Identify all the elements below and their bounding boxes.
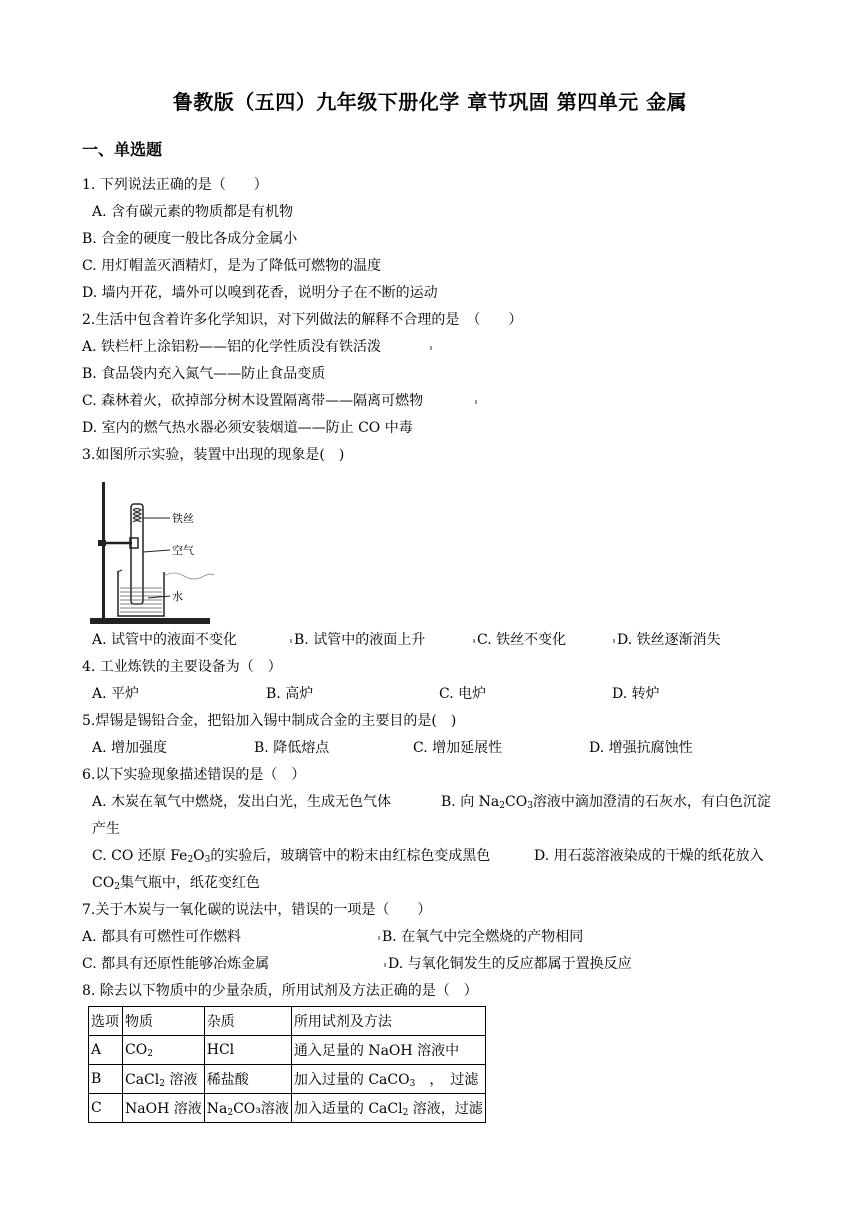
q1-option-d[interactable]: D. 墙内开花，墙外可以嗅到花香，说明分子在不断的运动 <box>82 285 438 301</box>
table-header-row <box>89 1007 486 1036</box>
table-cell-impurity: HCl <box>204 1036 291 1065</box>
q6-option-d-continued: $CO_2$集气瓶中，纸花变红色 <box>92 875 260 892</box>
q1-option-c[interactable]: C. 用灯帽盖灭酒精灯，是为了降低可燃物的温度 <box>82 258 382 274</box>
scan-curve <box>164 573 214 579</box>
experiment-apparatus-figure <box>88 478 218 628</box>
q7-option-a[interactable]: A. 都具有可燃性可作燃料 <box>82 929 242 945</box>
document-title: 鲁教版（五四）九年级下册化学 章节巩固 第四单元 金属 <box>172 90 688 114</box>
table-header-cell: 选项 <box>89 1007 123 1036</box>
table-cell-impurity: $Na_2CO_3$溶液 <box>204 1094 291 1123</box>
table-cell-option: A <box>89 1036 123 1065</box>
scan-mark <box>473 639 475 643</box>
q6-option-b[interactable]: B. 向 $Na_2CO_3$溶液中滴加澄清的石灰水，有白色沉淀 <box>441 794 771 811</box>
scan-mark <box>290 639 292 643</box>
q2-stem: 2.生活中包含着许多化学知识，对下列做法的解释不合理的是 （ ） <box>82 312 523 328</box>
table-header-cell: 物质 <box>123 1007 205 1036</box>
q1-stem: 1. 下列说法正确的是（ ） <box>82 177 268 193</box>
label-wire: 铁丝 <box>172 512 194 525</box>
q1-option-a[interactable]: A. 含有碳元素的物质都是有机物 <box>92 204 294 220</box>
q5-stem: 5.焊锡是锡铅合金，把铅加入锡中制成合金的主要目的是( ) <box>82 713 457 729</box>
table-cell-substance: $CO_2$ <box>123 1036 205 1065</box>
leader-air <box>143 550 170 552</box>
q7-option-c[interactable]: C. 都具有还原性能够冶炼金属 <box>82 956 270 972</box>
scan-mark <box>475 400 477 404</box>
q5-option-c[interactable]: C. 增加延展性 <box>413 740 503 756</box>
q4-option-a[interactable]: A. 平炉 <box>92 686 140 702</box>
q3-option-b[interactable]: B. 试管中的液面上升 <box>294 632 426 648</box>
q6-option-d[interactable]: D. 用石蕊溶液染成的干燥的纸花放入 <box>534 848 764 864</box>
table-cell-substance: NaOH 溶液 <box>123 1094 205 1123</box>
q2-option-c[interactable]: C. 森林着火，砍掉部分树木设置隔离带——隔离可燃物 <box>82 393 424 409</box>
table-cell-option: B <box>89 1065 123 1094</box>
q3-option-a[interactable]: A. 试管中的液面不变化 <box>92 632 238 648</box>
q2-option-a[interactable]: A. 铁栏杆上涂铝粉——铝的化学性质没有铁活泼 <box>82 339 382 355</box>
q6-option-b-continued: 产生 <box>92 821 120 837</box>
q4-stem: 4. 工业炼铁的主要设备为（ ） <box>82 659 282 675</box>
label-air: 空气 <box>172 544 194 557</box>
q3-stem: 3.如图所示实验，装置中出现的现象是( ) <box>82 447 345 463</box>
scan-mark <box>378 936 380 940</box>
water-lines <box>120 588 162 612</box>
iron-wire-coil <box>133 509 141 523</box>
q4-option-d[interactable]: D. 转炉 <box>612 686 660 702</box>
q5-option-b[interactable]: B. 降低熔点 <box>254 740 330 756</box>
table-row[interactable] <box>89 1036 486 1065</box>
clamp-knob <box>98 540 106 546</box>
q6-stem: 6.以下实验现象描述错误的是（ ） <box>82 767 306 783</box>
label-water: 水 <box>172 590 183 603</box>
table-row[interactable] <box>89 1065 486 1094</box>
table-row[interactable] <box>89 1094 486 1123</box>
table-cell-method: 通入足量的 NaOH 溶液中 <box>291 1036 485 1065</box>
beaker <box>118 572 164 616</box>
stand-base <box>90 618 210 624</box>
q4-option-b[interactable]: B. 高炉 <box>266 686 314 702</box>
q7-stem: 7.关于木炭与一氧化碳的说法中，错误的一项是（ ） <box>82 902 432 918</box>
table-cell-impurity: 稀盐酸 <box>204 1065 291 1094</box>
table-cell-method: 加入过量的 CaCO$_3$ ， 过滤 <box>291 1065 485 1094</box>
q8-stem: 8. 除去以下物质中的少量杂质，所用试剂及方法正确的是（ ） <box>82 983 478 999</box>
scan-mark <box>613 639 615 643</box>
q5-option-a[interactable]: A. 增加强度 <box>92 740 168 756</box>
section-heading: 一、单选题 <box>82 140 163 159</box>
table-cell-option: C <box>89 1094 123 1123</box>
q4-option-c[interactable]: C. 电炉 <box>439 686 487 702</box>
table-header-cell: 所用试剂及方法 <box>291 1007 485 1036</box>
scan-mark <box>430 346 432 350</box>
q6-option-a[interactable]: A. 木炭在氧气中燃烧，发出白光，生成无色气体 <box>92 794 392 810</box>
q7-option-b[interactable]: B. 在氧气中完全燃烧的产物相同 <box>382 929 584 945</box>
table-cell-method: 加入适量的 CaCl$_2$ 溶液，过滤 <box>291 1094 485 1123</box>
q8-options-table <box>88 1006 486 1123</box>
scan-mark <box>384 963 386 967</box>
table-header-cell: 杂质 <box>204 1007 291 1036</box>
q7-option-d[interactable]: D. 与氧化铜发生的反应都属于置换反应 <box>388 956 632 972</box>
q2-option-d[interactable]: D. 室内的燃气热水器必须安装烟道——防止 CO 中毒 <box>82 420 413 436</box>
q5-option-d[interactable]: D. 增强抗腐蚀性 <box>589 740 693 756</box>
stand-rod <box>102 482 105 618</box>
q2-option-b[interactable]: B. 食品袋内充入氮气——防止食品变质 <box>82 366 326 382</box>
q6-option-c[interactable]: C. CO 还原 $Fe_2O_3$的实验后，玻璃管中的粉末由红棕色变成黑色 <box>92 848 491 865</box>
q1-option-b[interactable]: B. 合金的硬度一般比各成分金属小 <box>82 231 298 247</box>
table-cell-substance: CaCl$_2$ 溶液 <box>123 1065 205 1094</box>
q3-option-c[interactable]: C. 铁丝不变化 <box>477 632 567 648</box>
q3-option-d[interactable]: D. 铁丝逐渐消失 <box>617 632 721 648</box>
